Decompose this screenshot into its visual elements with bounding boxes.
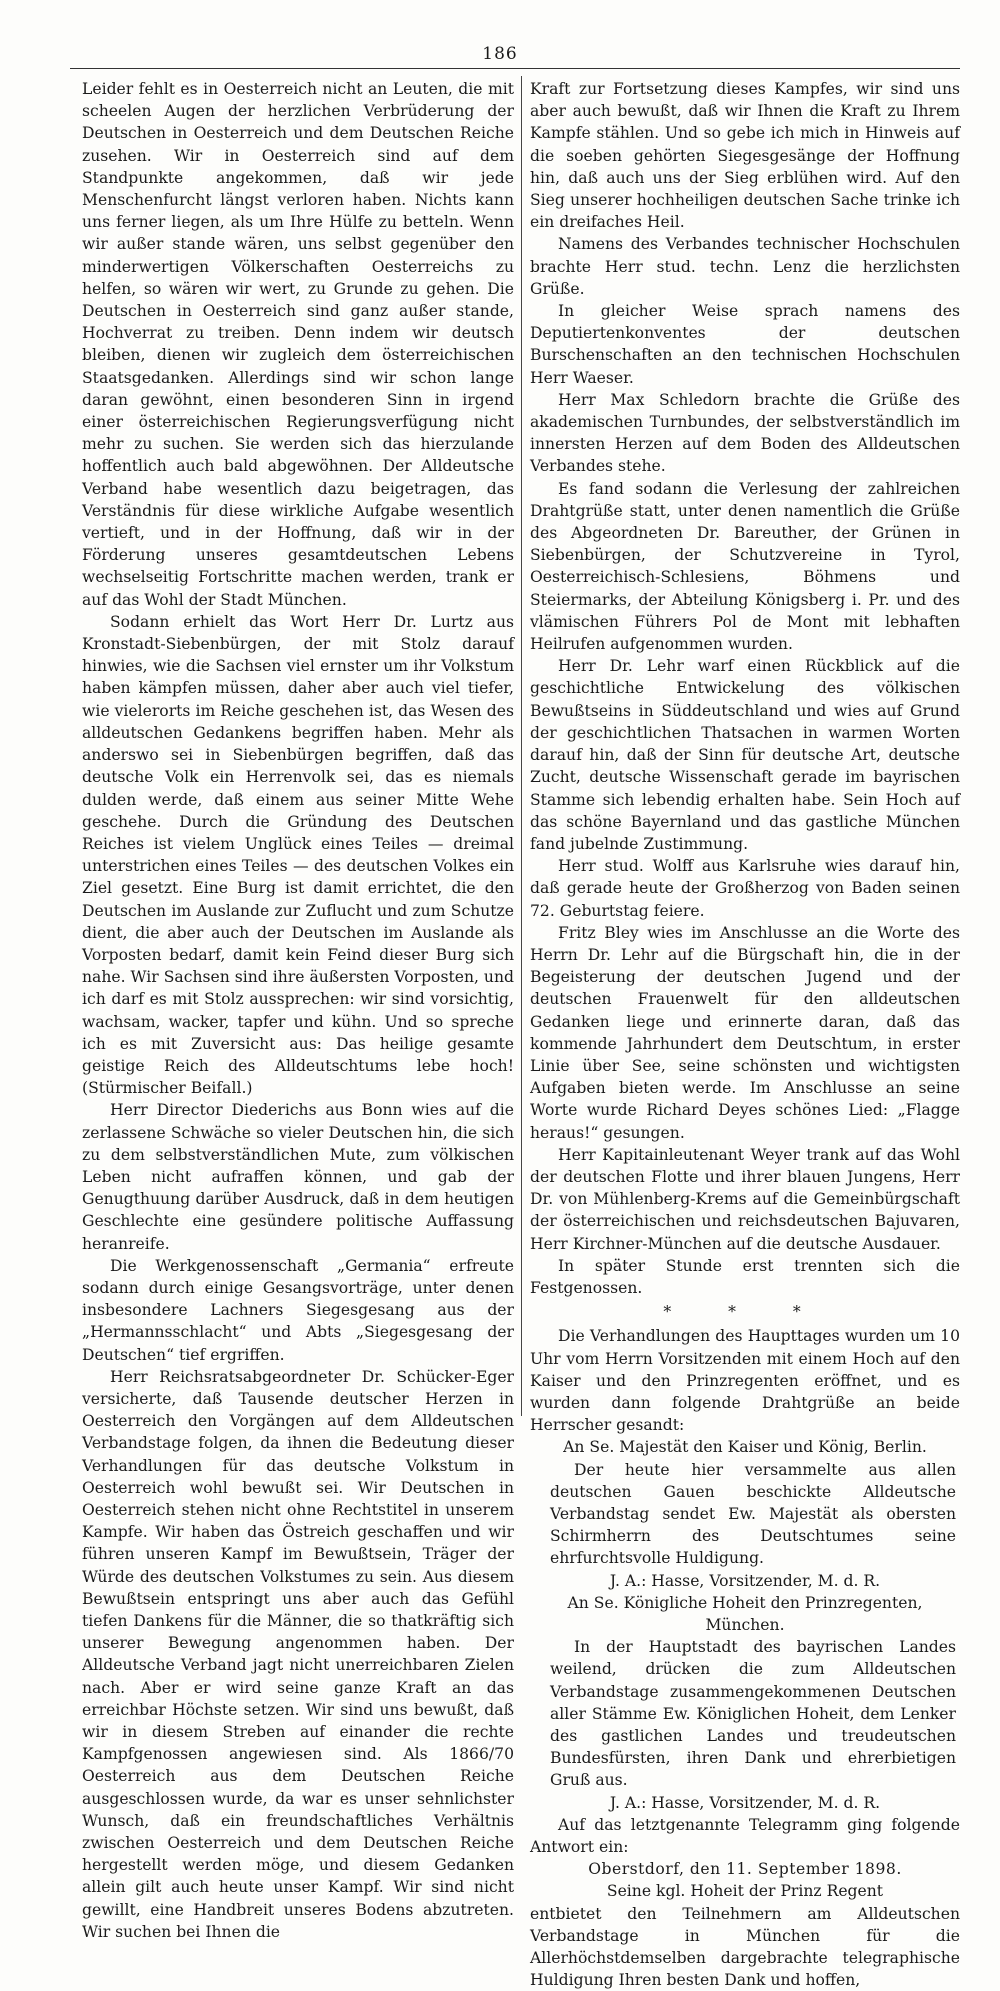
paragraph: Sodann erhielt das Wort Herr Dr. Lurtz aus Kronstadt-Siebenbürgen, der mit Stolz darauf hinwies, wie die Sachsen viel ernster um ihr Volkstum haben kämpfen müssen, daher aber auch viel tiefer, wie vielerorts im Reiche geschehen ist, das Wesen des alldeutschen Gedankens begriffen haben. Mehr als anderswo sei in Siebenbürgen begriffen, daß das deutsche Volk ein Herrenvolk sei, das es niemals dulden werde, daß einem aus seiner Mitte Wehe geschehe. Durch die Gründung des Deutschen Reiches ist vielem Unglück eines Teiles — dreimal unterstrichen eines Teiles — des deutschen Volkes ein Ziel gesetzt. Eine Burg ist damit errichtet, die den Deutschen im Auslande zur Zuflucht und zum Schutze dient, die aber auch der Deutschen im Auslande als Vorposten bedarf, damit kein Feind dieser Burg sich nahe. Wir Sachsen sind ihre äußersten Vorposten, und ich darf es mit Stolz aussprechen: wir sind vorsichtig, wachsam, wacker, tapfer und kühn. Und so spreche ich es mit Zuversicht aus: Das heilige gesamte geistige Reich des Alldeutschtums lebe hoch! (Stürmischer Beifall.) [82, 612, 514, 1098]
paragraph: Die Verhandlungen des Haupttages wurden um 10 Uhr vom Herrn Vorsitzenden mit einem Hoch auf den Kaiser und den Prinzregenten eröffnet, und es wurden dann folgende Drahtgrüße an beide Herrscher gesandt: [530, 1327, 960, 1435]
paragraph: Herr Dr. Lehr warf einen Rückblick auf die geschichtliche Entwickelung des völkischen Bewußtseins in Süddeutschland und wies auf Grund der geschichtlichen Thatsachen in warmen Worten darauf hin, daß der Sinn für deutsche Art, deutsche Zucht, deutsche Wissenschaft gerade im bayrischen Stamme sich lebendig erhalten habe. Sein Hoch auf das schöne Bayernland und das gastliche München fand jubelnde Zustimmung. [530, 657, 960, 853]
paragraph: Es fand sodann die Verlesung der zahlreichen Drahtgrüße statt, unter denen namentlich die Grüße des Abgeordneten Dr. Bareuther, der Grünen in Siebenbürgen, der Schutzvereine in Tyrol, Oesterreichisch-Schlesiens, Böhmens und Steiermarks, der Abteilung Königsberg i. Pr. und des vlämischen Führers Pol de Mont mit lebhaften Heilrufen aufgenommen wurden. [530, 479, 960, 654]
telegram-address: An Se. Königliche Hoheit den Prinzregenten, München. [567, 1593, 923, 1635]
paragraph: Kraft zur Fortsetzung dieses Kampfes, wir sind uns aber auch bewußt, daß wir Ihnen die Kraft zu Ihrem Kampfe stählen. Und so gebe ich mich in Hinweis auf die soeben gehörten Siegesgesänge der Hoffnung hin, daß auch uns der Sieg erblühen wird. Auf den Sieg unserer hochheiligen deutschen Sache trinke ich ein dreifaches Heil. [530, 80, 960, 232]
paragraph: entbietet den Teilnehmern am Alldeutschen Verbandstage in München für die Allerhöchstdemselben dargebrachte telegraphische Huldigung Ihren besten Dank und hoffen, [530, 1904, 960, 1990]
paragraph: Fritz Bley wies im Anschlusse an die Worte des Herrn Dr. Lehr auf die Bürgschaft hin, die in der Begeisterung der deutschen Jugend und der deutschen Frauenwelt für den alldeutschen Gedanken liege und erinnerte daran, daß das kommende Jahrhundert dem Deutschtum, in erster Linie über See, seine schönsten und wichtigsten Aufgaben bieten werde. Im Anschlusse an seine Worte wurde Richard Deyes schönes Lied: „Flagge heraus!“ gesungen. [530, 923, 960, 1142]
right-column [530, 78, 960, 1990]
paragraph: Leider fehlt es in Oesterreich nicht an Leuten, die mit scheelen Augen der herzlichen Verbrüderung der Deutschen in Oesterreich und dem Deutschen Reiche zusehen. Wir in Oesterreich sind auf dem Standpunkte angekommen, daß wir jede Menschenfurcht längst verloren haben. Nichts kann uns ferner liegen, als um Ihre Hülfe zu betteln. Wenn wir außer stande wären, uns selbst gegenüber den minderwertigen Völkerschaften Oesterreichs zu helfen, so wären wir wert, zu Grunde zu gehen. Die Deutschen in Oesterreich sind ganz außer stande, Hochverrat zu treiben. Denn indem wir deutsch bleiben, dienen wir zugleich dem österreichischen Staatsgedanken. Allerdings sind wir schon lange daran gewöhnt, einen besonderen Sinn in irgend einer österreichischen Regierungsverfügung nicht mehr zu suchen. Sie werden sich das hierzulande hoffentlich auch bald abgewöhnen. Der Alldeutsche Verband habe wesentlich dazu beigetragen, das Verständnis für diese wirkliche Aufgabe wesentlich vertieft, und in der Hoffnung, daß wir in der Förderung unseres gesamtdeutschen Lebens wechselseitig Fortschritte machen werden, trank er auf das Wohl der Stadt München. [82, 80, 514, 609]
telegram-body [530, 1459, 960, 1570]
paragraph: In später Stunde erst trennten sich die Festgenossen. [530, 1256, 960, 1297]
telegram-signature: J. A.: Hasse, Vorsitzender, M. d. R. [609, 1571, 881, 1590]
paragraph: Herr Director Diederichs aus Bonn wies auf die zerlassene Schwäche so vieler Deutschen hin, die sich zu dem selbstverständlichen Mute, zum völkischen Leben nicht aufraffen können, und gab der Genugthuung darüber Ausdruck, daß in dem heutigen Geschlechte eine gesündere politische Auffassung heranreife. [82, 1101, 514, 1253]
column-divider [521, 76, 522, 1416]
paragraph: Herr Max Schledorn brachte die Grüße des akademischen Turnbundes, der selbstverständlich im innersten Herzen auf dem Boden des Alldeutschen Verbandes stehe. [530, 390, 960, 476]
paragraph: Auf das letztgenannte Telegramm ging folgende Antwort ein: [530, 1815, 960, 1857]
paragraph: Herr Kapitainleutenant Weyer trank auf das Wohl der deutschen Flotte und ihrer blauen Jungens, Herr Dr. von Mühlenberg-Krems auf die Gemeinbürgschaft der österreichischen und reichsdeutschen Bajuvaren, Herr Kirchner-München auf die deutsche Ausdauer. [530, 1145, 960, 1253]
paragraph: Herr Reichsratsabgeordneter Dr. Schücker-Eger versicherte, daß Tausende deutscher Herzen in Oesterreich den Vorgängen auf dem Alldeutschen Verbandstage folgen, da ihnen die Bedeutung dieser Verhandlungen für das deutsche Volkstum in Oesterreich wohl bewußt sei. Wir Deutschen in Oesterreich stehen nicht ohne Rechtstitel in unserem Kampfe. Wir haben das Östreich geschaffen und wir führen unseren Kampf im Bewußtsein, Träger der Würde des deutschen Volkstumes zu sein. Aus diesem Bewußtsein entspringt uns aber auch das Gefühl tiefen Dankens für die Männer, die so thatkräftig sich unserer Bewegung angenommen haben. Der Alldeutsche Verband jagt nicht unerreichbaren Zielen nach. Aber er wird seine ganze Kraft an das erreichbar Höchste setzen. Wir sind uns bewußt, daß wir in diesem Streben auf einander die rechte Kampfgenossen angewiesen sind. Als 1866/70 Oesterreich aus dem Deutschen Reiche ausgeschlossen wurde, da war es unser sehnlichster Wunsch, daß ein freundschaftliches Verhältnis zwischen Oesterreich und dem Deutschen Reiche hergestellt werden möge, und diesem Gedanken allein gilt auch heute unser Kampf. Wir sind nicht gewillt, eine Handbreit unseres Bodens abzutreten. Wir suchen bei Ihnen die [82, 1367, 514, 1941]
telegram-sender: Seine kgl. Hoheit der Prinz Regent [606, 1882, 884, 1901]
telegram-dateline: Oberstdorf, den 11. September 1898. [588, 1860, 902, 1879]
paragraph: In gleicher Weise sprach namens des Deputiertenkonventes der deutschen Burschenschaften an den technischen Hochschulen Herr Waeser. [530, 302, 960, 387]
section-separator: * * * [663, 1303, 827, 1322]
paragraph: Herr stud. Wolff aus Karlsruhe wies darauf hin, daß gerade heute der Großherzog von Baden seinen 72. Geburtstag feiere. [530, 857, 960, 920]
page-number: 186 [482, 44, 518, 64]
telegram-text: Der heute hier versammelte aus allen deutschen Gauen beschickte Alldeutsche Verbandstag sendet Ew. Majestät als obersten Schirmherrn des Deutschtumes seine ehrfurchtsvolle Huldigung. [550, 1460, 956, 1568]
telegram-body [530, 1636, 960, 1791]
telegram-text: In der Hauptstadt des bayrischen Landes weilend, drücken die zum Alldeutschen Verbandstage zusammengekommenen Deutschen aller Stämme Ew. Königlichen Hoheit, dem Lenker des gastlichen Landes und treudeutschen Bundesfürsten, ihren Dank und ehrerbietigen Gruß aus. [550, 1638, 956, 1790]
paragraph: Die Werkgenossenschaft „Germania“ erfreute sodann durch einige Gesangsvorträge, unter denen insbesondere Lachners Siegesgesang aus der „Hermannsschlacht“ und Abts „Siegesgesang der Deutschen“ tief ergriffen. [82, 1256, 514, 1364]
telegram-signature: J. A.: Hasse, Vorsitzender, M. d. R. [609, 1793, 881, 1812]
left-column [82, 78, 514, 1941]
paragraph: Namens des Verbandes technischer Hochschulen brachte Herr stud. techn. Lenz die herzlichsten Grüße. [530, 235, 960, 298]
header-rule [70, 68, 960, 69]
telegram-address: An Se. Majestät den Kaiser und König, Berlin. [563, 1438, 927, 1457]
